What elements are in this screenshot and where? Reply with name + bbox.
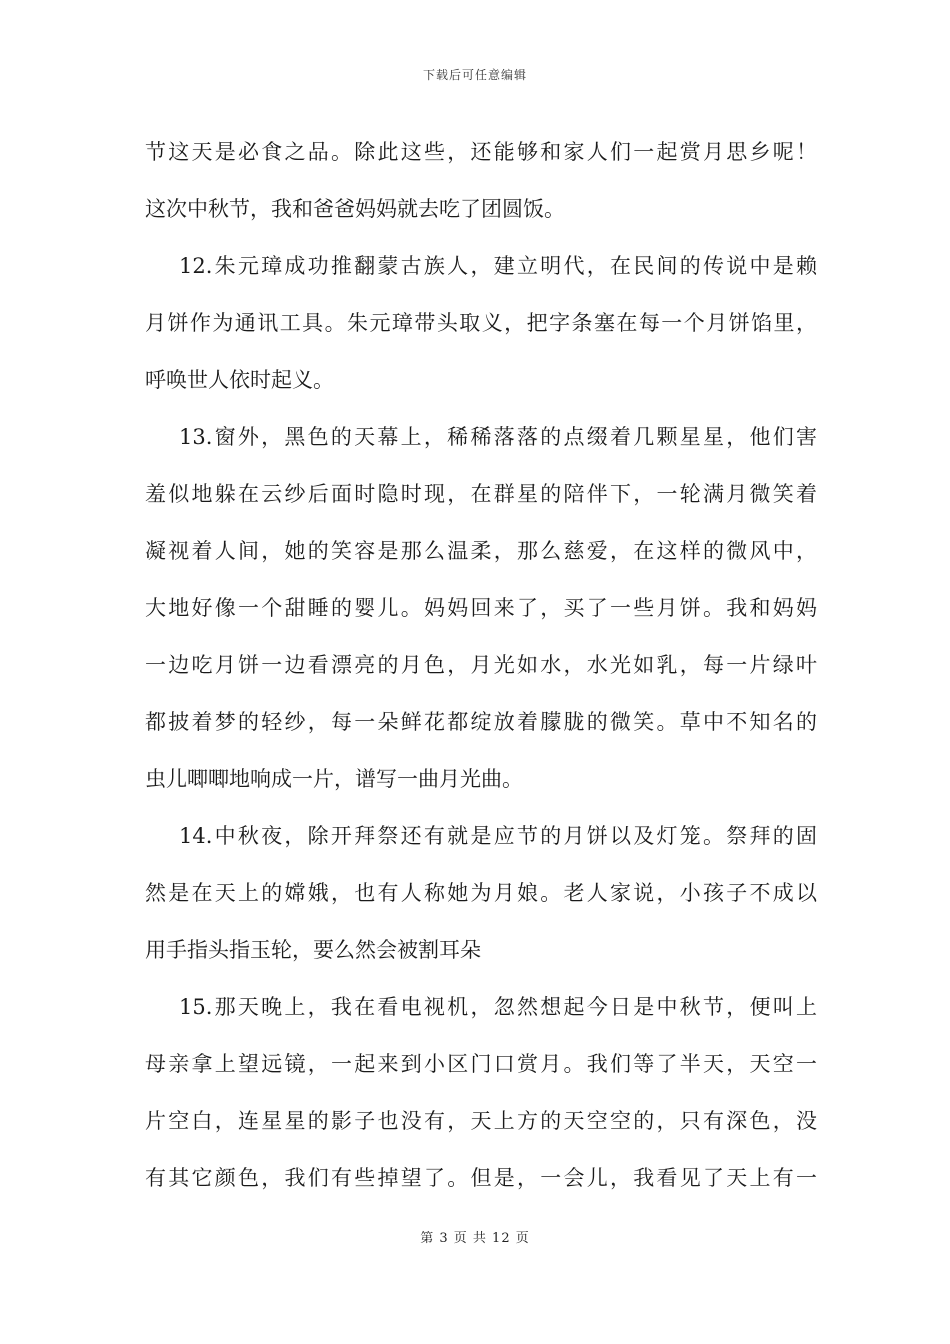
document-body [145,133,817,1216]
page-footer: 第 3 页 共 12 页 [420,1231,530,1246]
text-line: 羞似地躲在云纱后面时隐时现，在群星的陪伴下，一轮满月微笑着 [145,482,817,506]
text-line: 12.朱元璋成功推翻蒙古族人，建立明代，在民间的传说中是赖 [179,254,817,278]
text-line: 一边吃月饼一边看漂亮的月色，月光如水，水光如乳，每一片绿叶 [145,653,817,677]
text-line: 节这天是必食之品。除此这些，还能够和家人们一起赏月思乡呢！ [145,140,817,164]
text-line: 月饼作为通讯工具。朱元璋带头取义，把字条塞在每一个月饼馅里， [145,311,817,335]
page-header: 下载后可任意编辑 [422,68,527,82]
text-line: 都披着梦的轻纱，每一朵鲜花都绽放着朦胧的微笑。草中不知名的 [145,710,817,734]
text-line: 有其它颜色，我们有些掉望了。但是，一会儿，我看见了天上有一 [145,1166,817,1190]
text-line: 大地好像一个甜睡的婴儿。妈妈回来了，买了一些月饼。我和妈妈 [145,596,817,620]
text-line: 凝视着人间，她的笑容是那么温柔，那么慈爱，在这样的微风中， [145,539,817,563]
text-line: 这次中秋节，我和爸爸妈妈就去吃了团圆饭。 [145,197,565,221]
text-line: 呼唤世人依时起义。 [145,368,334,392]
text-line: 15.那天晚上，我在看电视机，忽然想起今日是中秋节，便叫上 [179,995,817,1019]
text-line: 用手指头指玉轮，要么然会被割耳朵 [145,938,481,962]
text-line: 14.中秋夜，除开拜祭还有就是应节的月饼以及灯笼。祭拜的固 [179,824,817,848]
text-line: 13.窗外，黑色的天幕上，稀稀落落的点缀着几颗星星，他们害 [179,425,817,449]
text-line: 母亲拿上望远镜，一起来到小区门口赏月。我们等了半天，天空一 [145,1052,817,1076]
text-line: 虫儿唧唧地响成一片，谱写一曲月光曲。 [145,767,523,791]
text-line: 片空白，连星星的影子也没有，天上方的天空空的，只有深色，没 [145,1109,817,1133]
text-line: 然是在天上的嫦娥，也有人称她为月娘。老人家说，小孩子不成以 [145,881,817,905]
